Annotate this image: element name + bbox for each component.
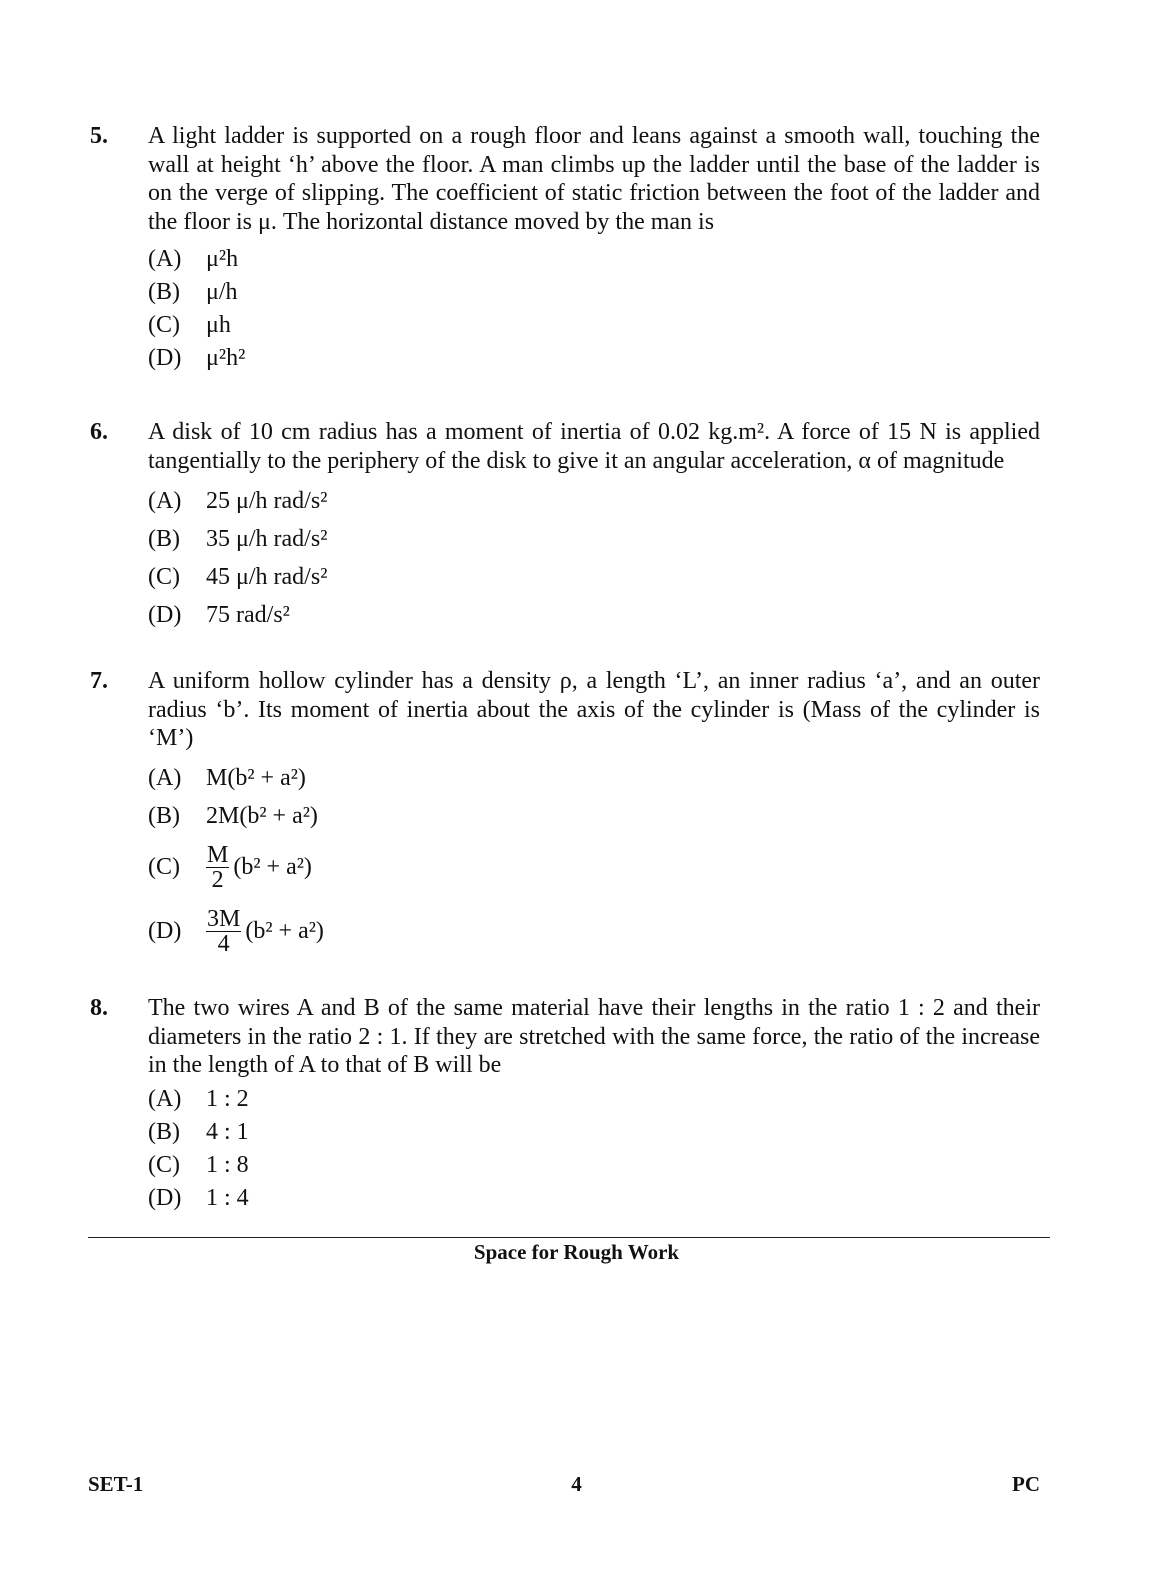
option-label: (D) (148, 1184, 182, 1211)
option-label: (B) (148, 525, 180, 552)
question-number: 7. (90, 668, 108, 694)
option-label: (D) (148, 601, 182, 628)
option-label: (C) (148, 854, 180, 881)
option-a (148, 760, 1040, 798)
option-label: (A) (148, 246, 182, 273)
option-text: 35 μ/h rad/s² (206, 525, 328, 552)
option-c (148, 836, 1040, 900)
option-b (148, 520, 1040, 558)
fraction (206, 907, 241, 956)
question-number: 8. (90, 995, 108, 1021)
option-label: (A) (148, 1085, 182, 1112)
fraction-denominator: 2 (211, 867, 224, 893)
question-8 (90, 994, 1040, 1215)
option-b (148, 798, 1040, 836)
option-text: 2M(b² + a²) (206, 803, 318, 830)
options-list (148, 482, 1040, 634)
option-text: 45 μ/h rad/s² (206, 563, 328, 590)
option-c (148, 558, 1040, 596)
rough-work-divider (88, 1237, 1050, 1238)
options-list (148, 760, 1040, 964)
option-b (148, 1116, 1040, 1149)
option-label: (A) (148, 487, 182, 514)
fraction-denominator: 4 (217, 931, 230, 957)
option-label: (C) (148, 563, 180, 590)
question-text: A disk of 10 cm radius has a moment of inertia of 0.02 kg.m². A force of 15 N is applied tangentially to the periphery of the disk to give it an angular acceleration, α of magnitude (148, 419, 1040, 474)
footer-page-number: 4 (571, 1472, 582, 1496)
option-text: 1 : 8 (206, 1151, 249, 1178)
option-text: (b² + a²) (245, 918, 324, 945)
option-text: 1 : 2 (206, 1085, 249, 1112)
options-list (148, 243, 1040, 375)
option-a (148, 243, 1040, 276)
option-text: 75 rad/s² (206, 601, 290, 628)
option-b (148, 276, 1040, 309)
option-c (148, 309, 1040, 342)
option-d (148, 342, 1040, 375)
option-label: (D) (148, 345, 182, 372)
option-text: μ/h (206, 279, 238, 306)
option-text: (b² + a²) (233, 854, 312, 881)
question-number: 6. (90, 419, 108, 445)
option-label: (C) (148, 312, 180, 339)
option-label: (B) (148, 279, 180, 306)
option-text: μ²h (206, 246, 239, 273)
question-text: A light ladder is supported on a rough floor and leans against a smooth wall, touching the wall at height ‘h’ above the floor. A man climbs up the ladder until the base of the ladder is on the verge of slipping. The coefficient of static friction between the foot of the ladder and the floor is μ. The horizontal distance moved by the man is (148, 123, 1040, 235)
fraction (206, 843, 229, 892)
options-list (148, 1083, 1040, 1215)
fraction-numerator: 3M (207, 906, 241, 932)
option-a (148, 1083, 1040, 1116)
footer-set: SET-1 (88, 1472, 144, 1496)
rough-work-label: Space for Rough Work (473, 1240, 680, 1264)
question-text: A uniform hollow cylinder has a density ρ, a length ‘L’, an inner radius ‘a’, and an outer radius ‘b’. Its moment of inertia about the axis of the cylinder is (Mass of the cylinder is ‘M’) (148, 668, 1040, 751)
question-number: 5. (90, 123, 108, 149)
option-d (148, 596, 1040, 634)
question-text: The two wires A and B of the same material have their lengths in the ratio 1 : 2 and their diameters in the ratio 2 : 1. If they are stretched with the same force, the ratio of the increase in the length of A to that of B will be (148, 995, 1040, 1078)
option-label: (C) (148, 1151, 180, 1178)
question-6 (90, 418, 1040, 634)
option-text: 25 μ/h rad/s² (206, 487, 328, 514)
option-d (148, 1182, 1040, 1215)
footer-code: PC (1012, 1472, 1040, 1496)
question-5 (90, 122, 1040, 375)
option-text: 1 : 4 (206, 1184, 249, 1211)
option-text: μ²h² (206, 345, 246, 372)
option-label: (A) (148, 765, 182, 792)
option-c (148, 1149, 1040, 1182)
option-text: M(b² + a²) (206, 765, 306, 792)
option-label: (D) (148, 918, 182, 945)
option-d (148, 900, 1040, 964)
option-label: (B) (148, 803, 180, 830)
option-text: 4 : 1 (206, 1118, 249, 1145)
option-a (148, 482, 1040, 520)
option-label: (B) (148, 1118, 180, 1145)
question-7 (90, 667, 1040, 964)
option-text: μh (206, 312, 231, 339)
fraction-numerator: M (207, 842, 229, 868)
